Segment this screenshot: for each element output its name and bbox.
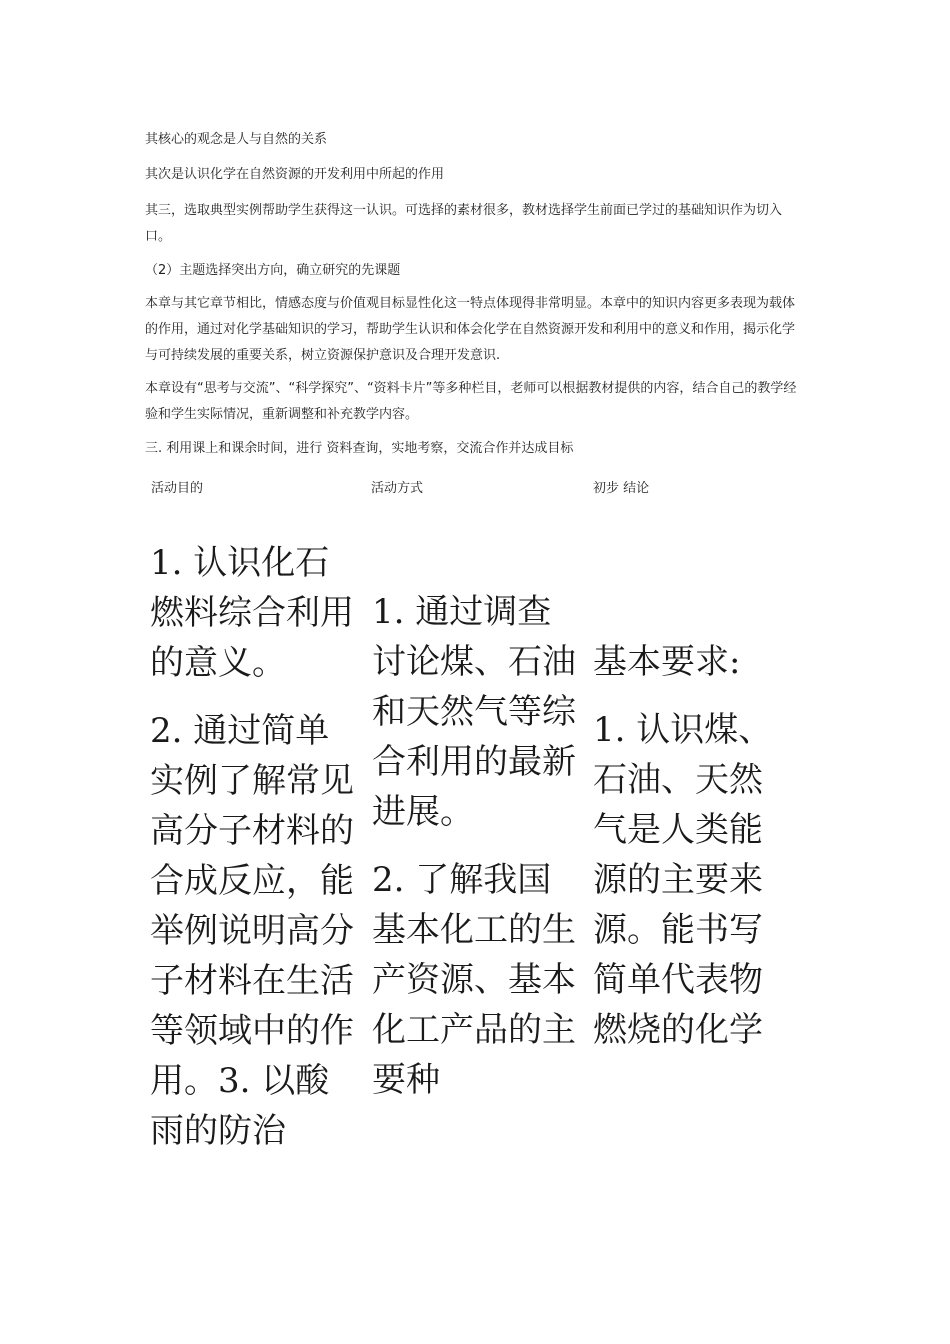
paragraph-core-concept: 其核心的观念是人与自然的关系 bbox=[145, 132, 328, 147]
paragraph-chapter-columns: 本章设有“思考与交流”、“科学探究”、“资料卡片”等多种栏目，老师可以根据教材提供的内容，结合自己的教学经验和学生实际情况，重新调整和补充教学内容。 bbox=[145, 381, 797, 422]
conclusion-item-1: 1. 认识煤、石油、天然气是人类能源的主要来源。能书写简单代表物燃烧的化学 bbox=[593, 710, 773, 1050]
paragraph-second-point: 其次是认识化学在自然资源的开发利用中所起的作用 bbox=[145, 167, 445, 182]
table-header-conclusion: 初步 结论 bbox=[593, 481, 650, 496]
conclusion-basic-requirements: 基本要求: bbox=[593, 642, 741, 682]
section-heading-3: 三. 利用课上和课余时间，进行 资料查询，实地考察，交流合作并达成目标 bbox=[145, 441, 574, 456]
method-item-1: 1. 通过调查讨论煤、石油和天然气等综合利用的最新进展。 bbox=[372, 592, 576, 832]
method-item-2: 2. 了解我国基本化工的生产资源、基本化工产品的主要种 bbox=[372, 860, 576, 1100]
table-column-purpose bbox=[150, 538, 360, 1156]
purpose-item-2-3: 2. 通过简单实例了解常见高分子材料的合成反应，能举例说明高分子材料在生活等领域中的作用。3. 以酸雨的防治 bbox=[150, 711, 354, 1151]
paragraph-third-point: 其三，选取典型实例帮助学生获得这一认识。可选择的素材很多，教材选择学生前面已学过的基础知识作为切入口。 bbox=[145, 203, 783, 244]
paragraph-chapter-comparison: 本章与其它章节相比，情感态度与价值观目标显性化这一特点体现得非常明显。本章中的知识内容更多表现为载体的作用，通过对化学基础知识的学习，帮助学生认识和体会化学在自然资源开发和利用中的意义和作用，揭示化学与可持续发展的重要关系，树立资源保护意识及合理开发意识. bbox=[145, 296, 796, 363]
section-heading-2: （2）主题选择突出方向，确立研究的先课题 bbox=[145, 263, 401, 278]
table-column-conclusion bbox=[593, 637, 783, 1055]
purpose-item-1: 1. 认识化石燃料综合利用的意义。 bbox=[150, 543, 354, 683]
table-column-method bbox=[372, 587, 582, 1105]
table-header-purpose: 活动目的 bbox=[151, 481, 204, 496]
table-header-method: 活动方式 bbox=[371, 481, 424, 496]
